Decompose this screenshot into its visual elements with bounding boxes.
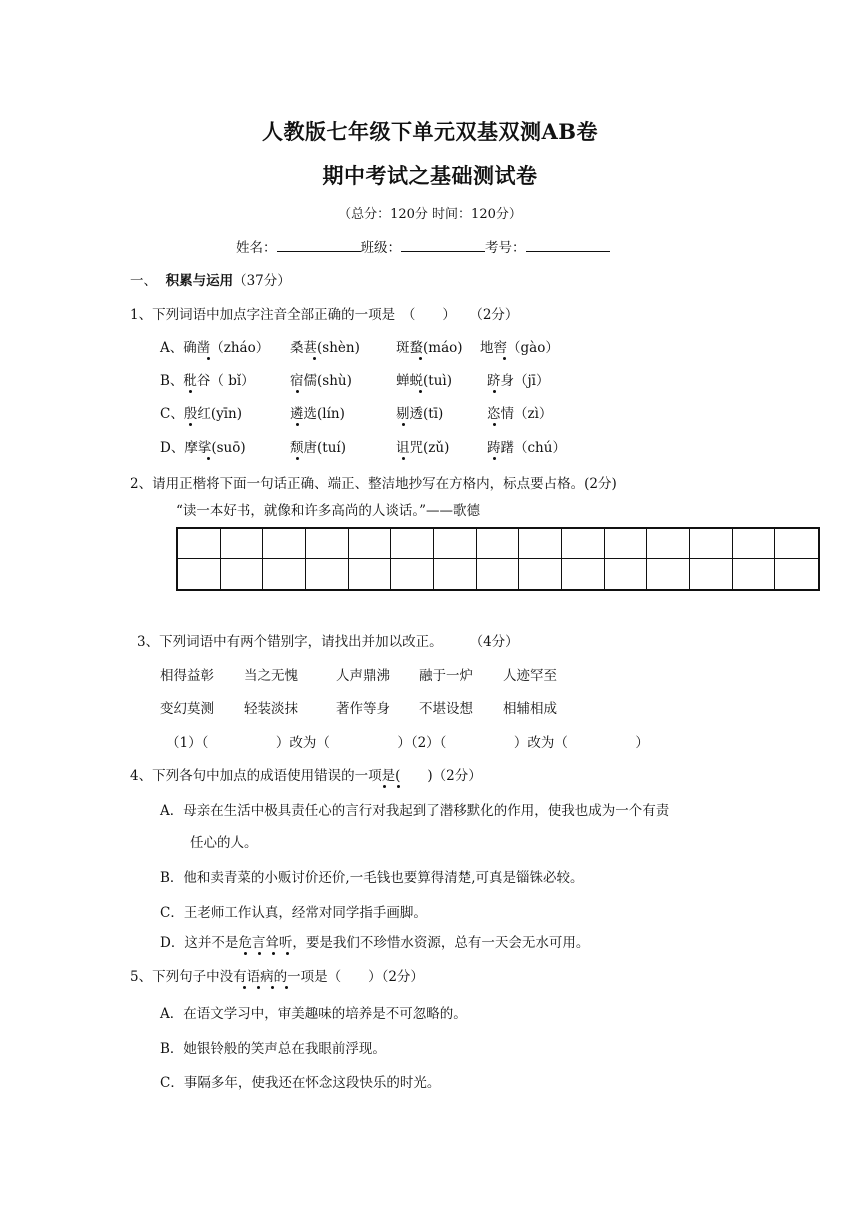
grid-cell[interactable] [519, 559, 562, 589]
emphasis-dot [285, 986, 288, 989]
grid-cell[interactable] [391, 559, 434, 589]
q5-option-b: B．她银铃般的笑声总在我眼前浮现。 [160, 1041, 386, 1057]
q3-word: 相得益彰 [160, 668, 214, 684]
grid-cell[interactable] [221, 529, 264, 559]
writing-grid[interactable] [176, 527, 820, 591]
emphasis-dot [244, 952, 247, 955]
grid-cell[interactable] [391, 529, 434, 559]
q4-option-a-cont: 任心的人。 [190, 835, 258, 851]
grid-cell[interactable] [349, 559, 392, 589]
grid-cell[interactable] [349, 529, 392, 559]
q3-word: 变幻莫测 [160, 701, 214, 717]
emphasis-dot [271, 986, 274, 989]
q3-word: 融于一炉 [419, 668, 473, 684]
q1-option-a-4: 地窖（gào） [480, 340, 559, 356]
emphasis-dot [296, 390, 299, 393]
grid-cell[interactable] [306, 559, 349, 589]
q1-option-d-4: 踌躇（chú） [487, 440, 566, 456]
emphasis-dot [272, 952, 275, 955]
q1-option-d-2: 颓唐(tuí) [290, 440, 346, 456]
q1-option-c-2: 遴选(lín) [290, 406, 345, 422]
emphasis-dot [189, 423, 192, 426]
name-field[interactable] [277, 237, 361, 252]
q1-option-d-1: D、摩挲(suō) [160, 440, 246, 456]
section-points: （37分） [233, 273, 291, 289]
grid-cell[interactable] [221, 559, 264, 589]
grid-cell[interactable] [477, 529, 520, 559]
q4-option-b: B．他和卖青菜的小贩讨价还价,一毛钱也要算得清楚,可真是锱铢必较。 [160, 870, 584, 886]
q1-option-a-2: 桑葚(shèn) [290, 340, 360, 356]
emphasis-dot [286, 952, 289, 955]
q1-option-d-3: 诅咒(zǔ) [396, 440, 450, 456]
emphasis-dot [313, 357, 316, 360]
emphasis-dot [296, 457, 299, 460]
q1-option-c-4: 恣情（zì） [487, 406, 553, 422]
q2-stem: 2、请用正楷将下面一句话正确、端正、整洁地抄写在方格内，标点要占格。(2分) [130, 476, 617, 492]
grid-cell[interactable] [306, 529, 349, 559]
score-time: （总分：120分 时间：120分） [338, 207, 522, 222]
grid-cell[interactable] [562, 559, 605, 589]
grid-cell[interactable] [178, 559, 221, 589]
emphasis-dot [419, 357, 422, 360]
grid-cell[interactable] [647, 559, 690, 589]
q1-stem: 1、下列词语中加点字注音全部正确的一项是 （ ） （2分） [130, 307, 519, 323]
emphasis-dot [189, 390, 192, 393]
grid-cell[interactable] [605, 529, 648, 559]
emphasis-dot [257, 986, 260, 989]
grid-cell[interactable] [562, 529, 605, 559]
q4-option-d: D．这并不是危言耸听，要是我们不珍惜水资源，总有一天会无水可用。 [160, 935, 590, 951]
name-label: 姓名： [236, 240, 277, 256]
grid-cell[interactable] [647, 529, 690, 559]
q1-option-c-1: C、殷红(yīn) [160, 406, 243, 422]
emphasis-dot [493, 423, 496, 426]
q1-option-b-3: 蝉蜕(tuì) [396, 373, 452, 389]
q1-option-a-3: 斑蝥(máo) [396, 340, 463, 356]
emphasis-dot [419, 390, 422, 393]
emphasis-dot [503, 357, 506, 360]
grid-cell[interactable] [775, 529, 818, 559]
grid-cell[interactable] [733, 559, 776, 589]
student-info-row [236, 236, 610, 256]
grid-cell[interactable] [477, 559, 520, 589]
q3-word: 人迹罕至 [503, 668, 557, 684]
emphasis-dot [258, 952, 261, 955]
class-label: 班级： [360, 240, 401, 256]
grid-cell[interactable] [263, 529, 306, 559]
q3-word: 人声鼎沸 [336, 668, 390, 684]
grid-cell[interactable] [263, 559, 306, 589]
q1-option-c-3: 剔透(tī) [396, 406, 444, 422]
q5-stem: 5、下列句子中没有语病的一项是（ ）（2分） [130, 969, 424, 985]
q3-word: 著作等身 [336, 701, 390, 717]
q5-option-a: A．在语文学习中，审美趣味的培养是不可忽略的。 [160, 1006, 467, 1022]
page-title: 人教版七年级下单元双基双测AB卷 [261, 119, 599, 144]
q4-option-a: A．母亲在生活中极具责任心的言行对我起到了潜移默化的作用，使我也成为一个有责 [160, 803, 670, 819]
grid-cell[interactable] [733, 529, 776, 559]
q3-word: 相辅相成 [503, 701, 557, 717]
exam-no-label: 考号： [485, 240, 526, 256]
q5-option-c: C．事隔多年，使我还在怀念这段快乐的时光。 [160, 1075, 441, 1091]
grid-cell[interactable] [775, 559, 818, 589]
exam-no-field[interactable] [526, 237, 610, 252]
grid-cell[interactable] [690, 559, 733, 589]
section-heading [130, 269, 291, 289]
grid-cell[interactable] [434, 559, 477, 589]
q3-word: 当之无愧 [244, 668, 298, 684]
page-subtitle: 期中考试之基础测试卷 [322, 163, 538, 188]
section-title: 积累与运用 [165, 273, 234, 289]
emphasis-dot [402, 423, 405, 426]
emphasis-dot [397, 785, 400, 788]
q1-option-b-2: 宿儒(shù) [290, 373, 352, 389]
grid-cell[interactable] [434, 529, 477, 559]
section-number: 一、 [130, 273, 157, 289]
emphasis-dot [402, 457, 405, 460]
emphasis-dot [207, 457, 210, 460]
emphasis-dot [493, 390, 496, 393]
grid-cell[interactable] [690, 529, 733, 559]
q3-stem: 3、下列词语中有两个错别字，请找出并加以改正。 （4分） [137, 634, 519, 650]
grid-cell[interactable] [605, 559, 648, 589]
q4-option-c: C．王老师工作认真，经常对同学指手画脚。 [160, 905, 427, 921]
q3-answer-line: （1）（ ）改为（ ）（2）（ ）改为（ ） [166, 735, 649, 751]
emphasis-dot [383, 785, 386, 788]
q4-stem: 4、下列各句中加点的成语使用错误的一项是( )（2分） [130, 768, 482, 784]
q3-word: 不堪设想 [419, 701, 473, 717]
q1-option-a-1: A、确凿（zháo） [160, 340, 270, 356]
grid-cell[interactable] [519, 529, 562, 559]
q3-word: 轻装淡抹 [244, 701, 298, 717]
q1-option-b-1: B、秕谷（ bǐ） [160, 373, 255, 389]
emphasis-dot [493, 457, 496, 460]
emphasis-dot [207, 357, 210, 360]
emphasis-dot [243, 986, 246, 989]
grid-cell[interactable] [178, 529, 221, 559]
q2-quote: “读一本好书，就像和许多高尚的人谈话。”——歌德 [176, 503, 481, 519]
class-field[interactable] [401, 237, 485, 252]
q1-option-b-4: 跻身（jī） [487, 373, 550, 389]
emphasis-dot [296, 423, 299, 426]
